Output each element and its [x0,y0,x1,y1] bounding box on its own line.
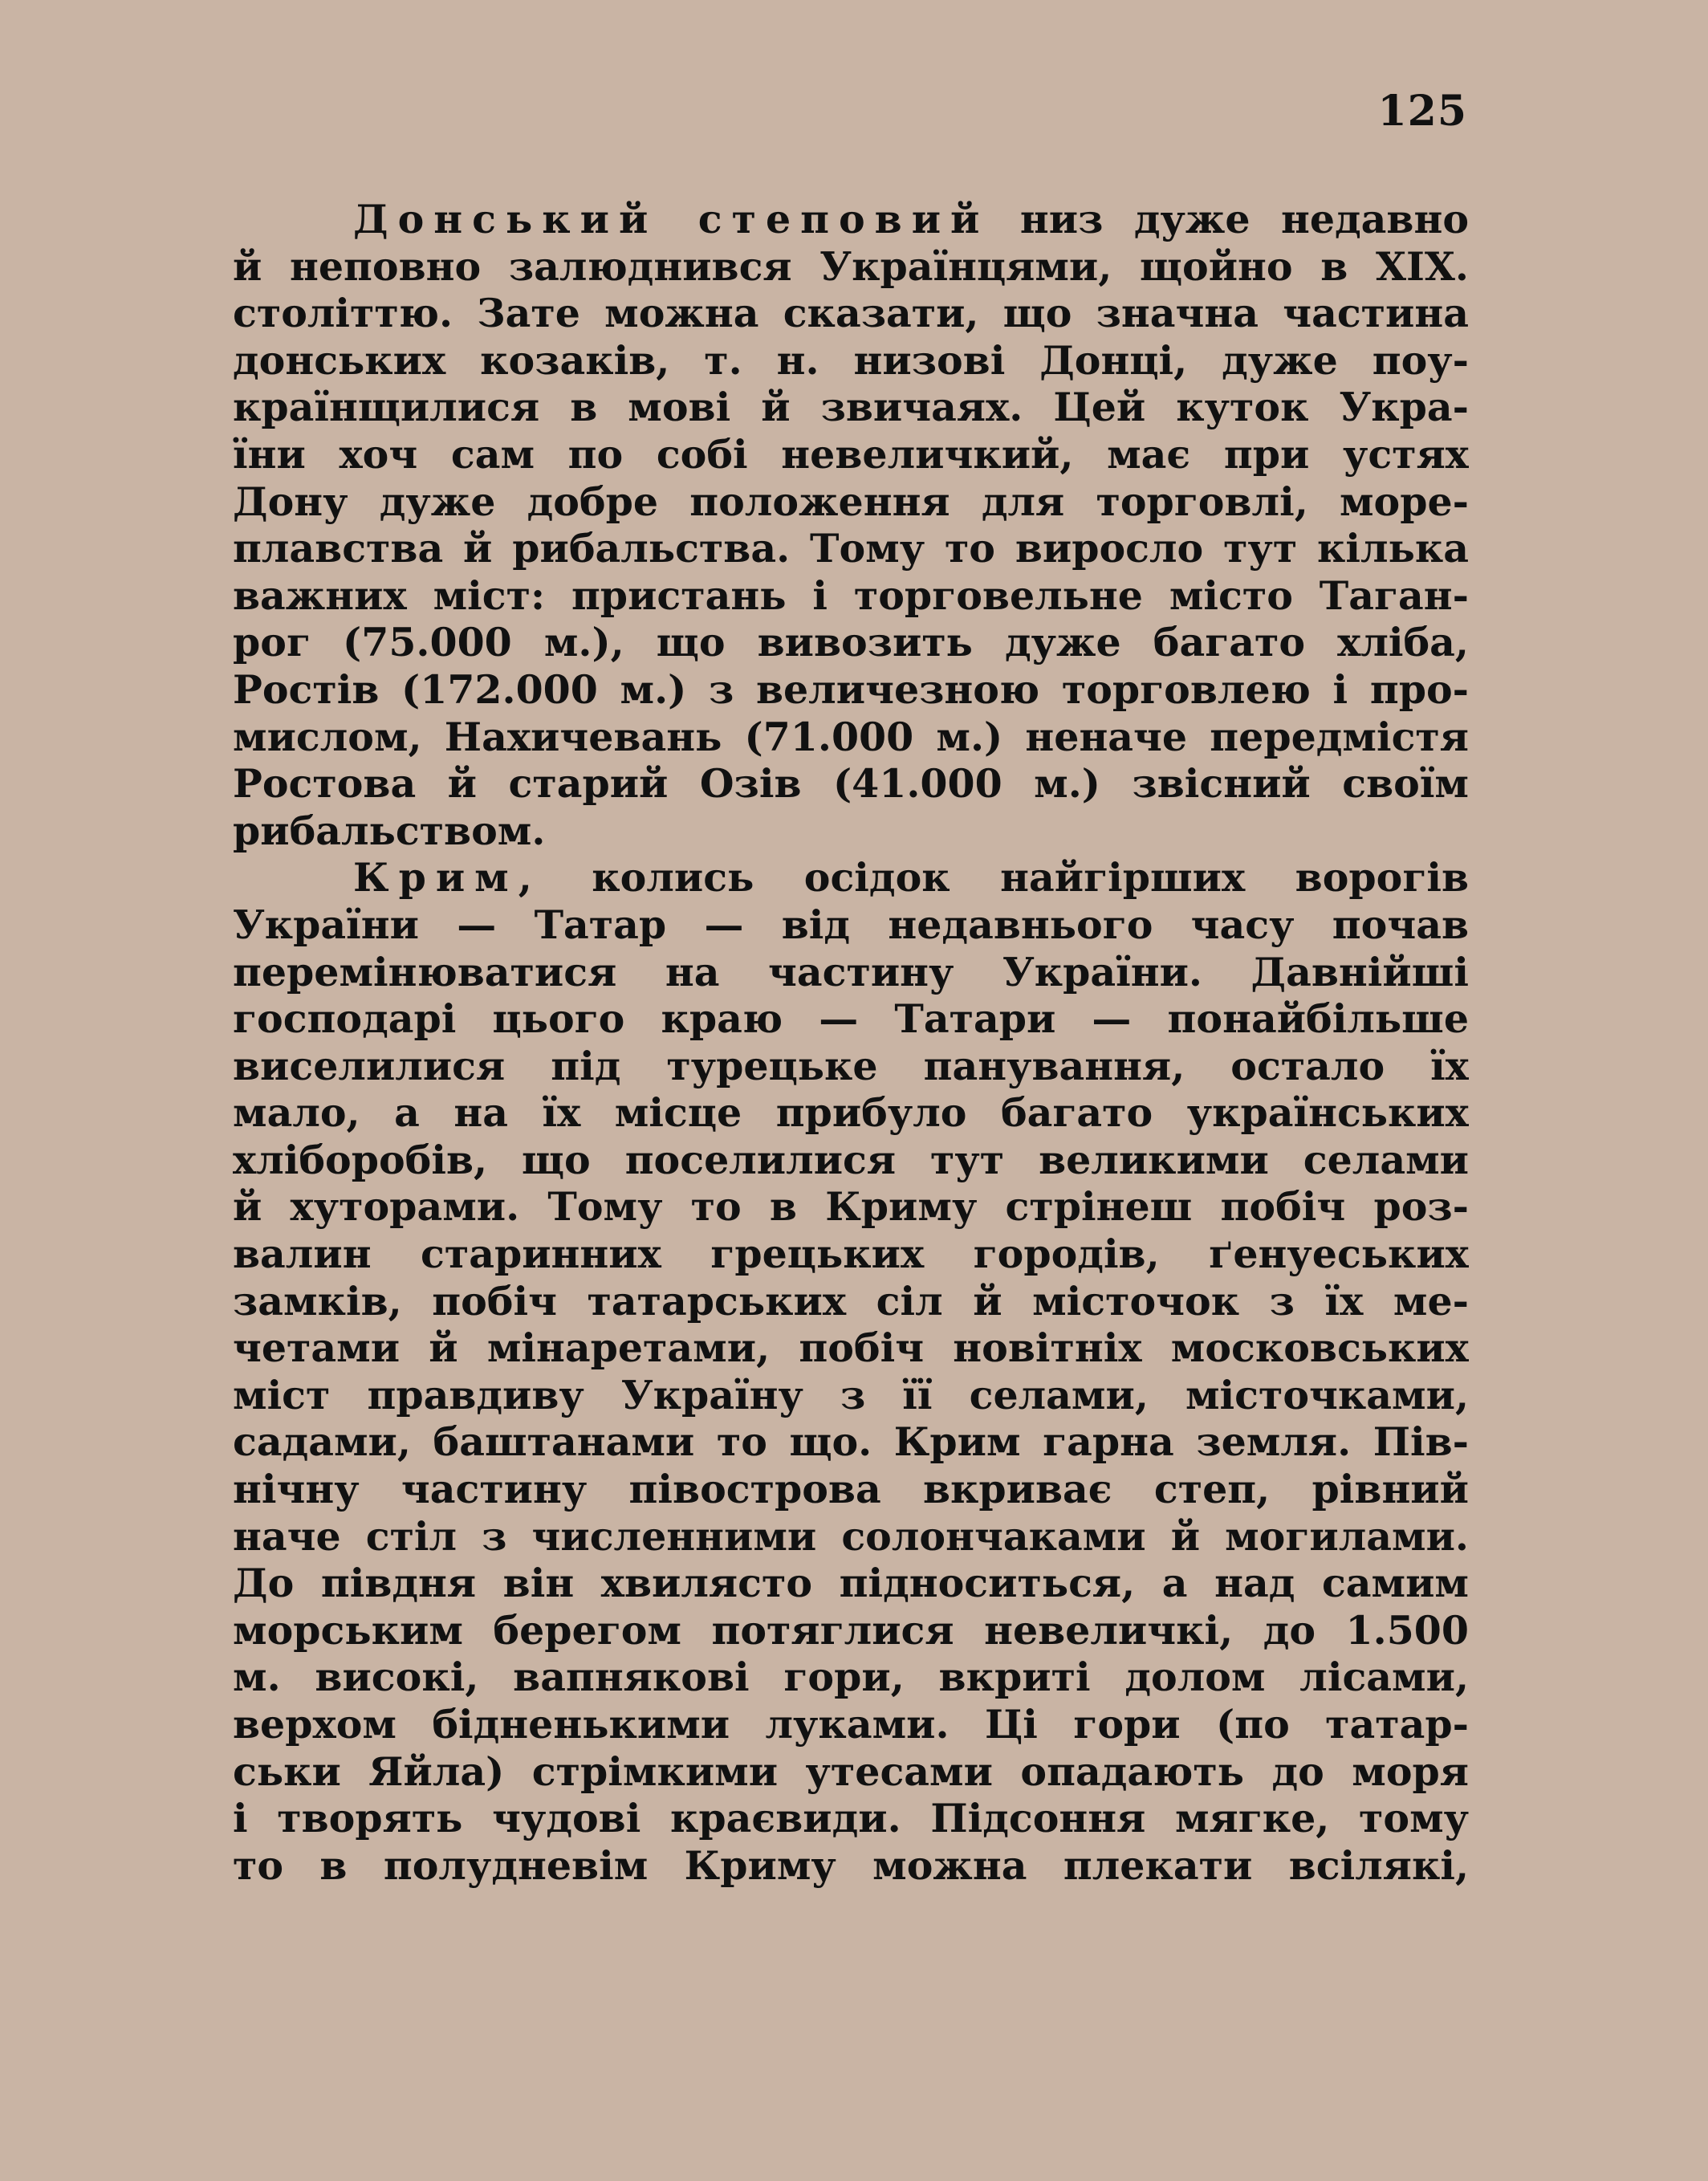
text-line: господарі цього краю — Татари — понайбільше [233,995,1469,1043]
text-line: м. високі, вапнякові гори, вкриті долом лісами, [233,1654,1469,1701]
text-line: і творять чудові краєвиди. Підсоння мягке, тому [233,1795,1469,1842]
text-line: України — Татар — від недавнього часу почав [233,901,1469,948]
text-line: Ростів (172.000 м.) з величезною торговлею і про- [233,665,1469,713]
text-line: Крим, колись осідок найгірших ворогів [353,854,1469,901]
text-line: рог (75.000 м.), що вивозить дуже багато хліба, [233,619,1469,666]
paragraph-crimea [233,854,1469,1889]
text-line: нічну частину півострова вкриває степ, рівний [233,1466,1469,1513]
lead-word: Донський степовий [353,196,990,242]
text-line: морським берегом потяглися невеличкі, до 1.500 [233,1606,1469,1654]
text-line: перемінюватися на частину України. Давнійші [233,948,1469,995]
paragraph-don [233,196,1469,854]
text-line: мало, а на їх місце прибуло багато українських [233,1089,1469,1137]
text-line: Донський степовий низ дуже недавно [353,196,1469,242]
text-line: ськи Яйла) стрімкими утесами опадають до моря [233,1748,1469,1795]
text-line: виселилися під турецьке панування, остало їх [233,1042,1469,1089]
text-line: їни хоч сам по собі невеличкий, має при устях [233,430,1469,478]
text-line: валин старинних грецьких городів, ґенуеських [233,1231,1469,1278]
text-line: донських козаків, т. н. низові Донці, дуже поу- [233,336,1469,384]
text-line: мислом, Нахичевань (71.000 м.) неначе передмістя [233,713,1469,760]
body-text [233,196,1469,1889]
text-line: Ростова й старий Озів (41.000 м.) звісний своїм [233,760,1469,808]
text-line: століттю. Зате можна сказати, що значна частина [233,290,1469,337]
text-line: четами й мінаретами, побіч новітніх московських [233,1324,1469,1372]
text-line: плавства й рибальства. Тому то виросло тут кілька [233,525,1469,572]
text-line: замків, побіч татарських сіл й місточок з їх ме- [233,1277,1469,1324]
text-line: садами, баштанами то що. Крим гарна земля. Пів- [233,1418,1469,1466]
text-line: важних міст: пристань і торговельне місто Таган- [233,572,1469,619]
text-line: міст правдиву Україну з її селами, місточками, [233,1371,1469,1418]
text-line: й хуторами. Тому то в Криму стрінеш побіч роз- [233,1183,1469,1231]
text-line: рибальством. [233,807,546,854]
text-line: то в полудневім Криму можна плекати всілякі, [233,1841,1469,1889]
text-line: країнщилися в мові й звичаях. Цей куток Укра- [233,384,1469,431]
text-line: До півдня він хвилясто підноситься, а над самим [233,1560,1469,1607]
text-line: й неповно залюднився Українцями, щойно в XIX. [233,242,1469,290]
text-line: верхом бідненькими луками. Ці гори (по татар- [233,1701,1469,1748]
lead-word: Крим, [353,854,542,901]
text-line: хліборобів, що поселилися тут великими селами [233,1136,1469,1183]
text-line: наче стіл з численними солончаками й могилами. [233,1512,1469,1560]
page-number: 125 [1377,87,1467,136]
text-line: Дону дуже добре положення для торговлі, море- [233,478,1469,525]
